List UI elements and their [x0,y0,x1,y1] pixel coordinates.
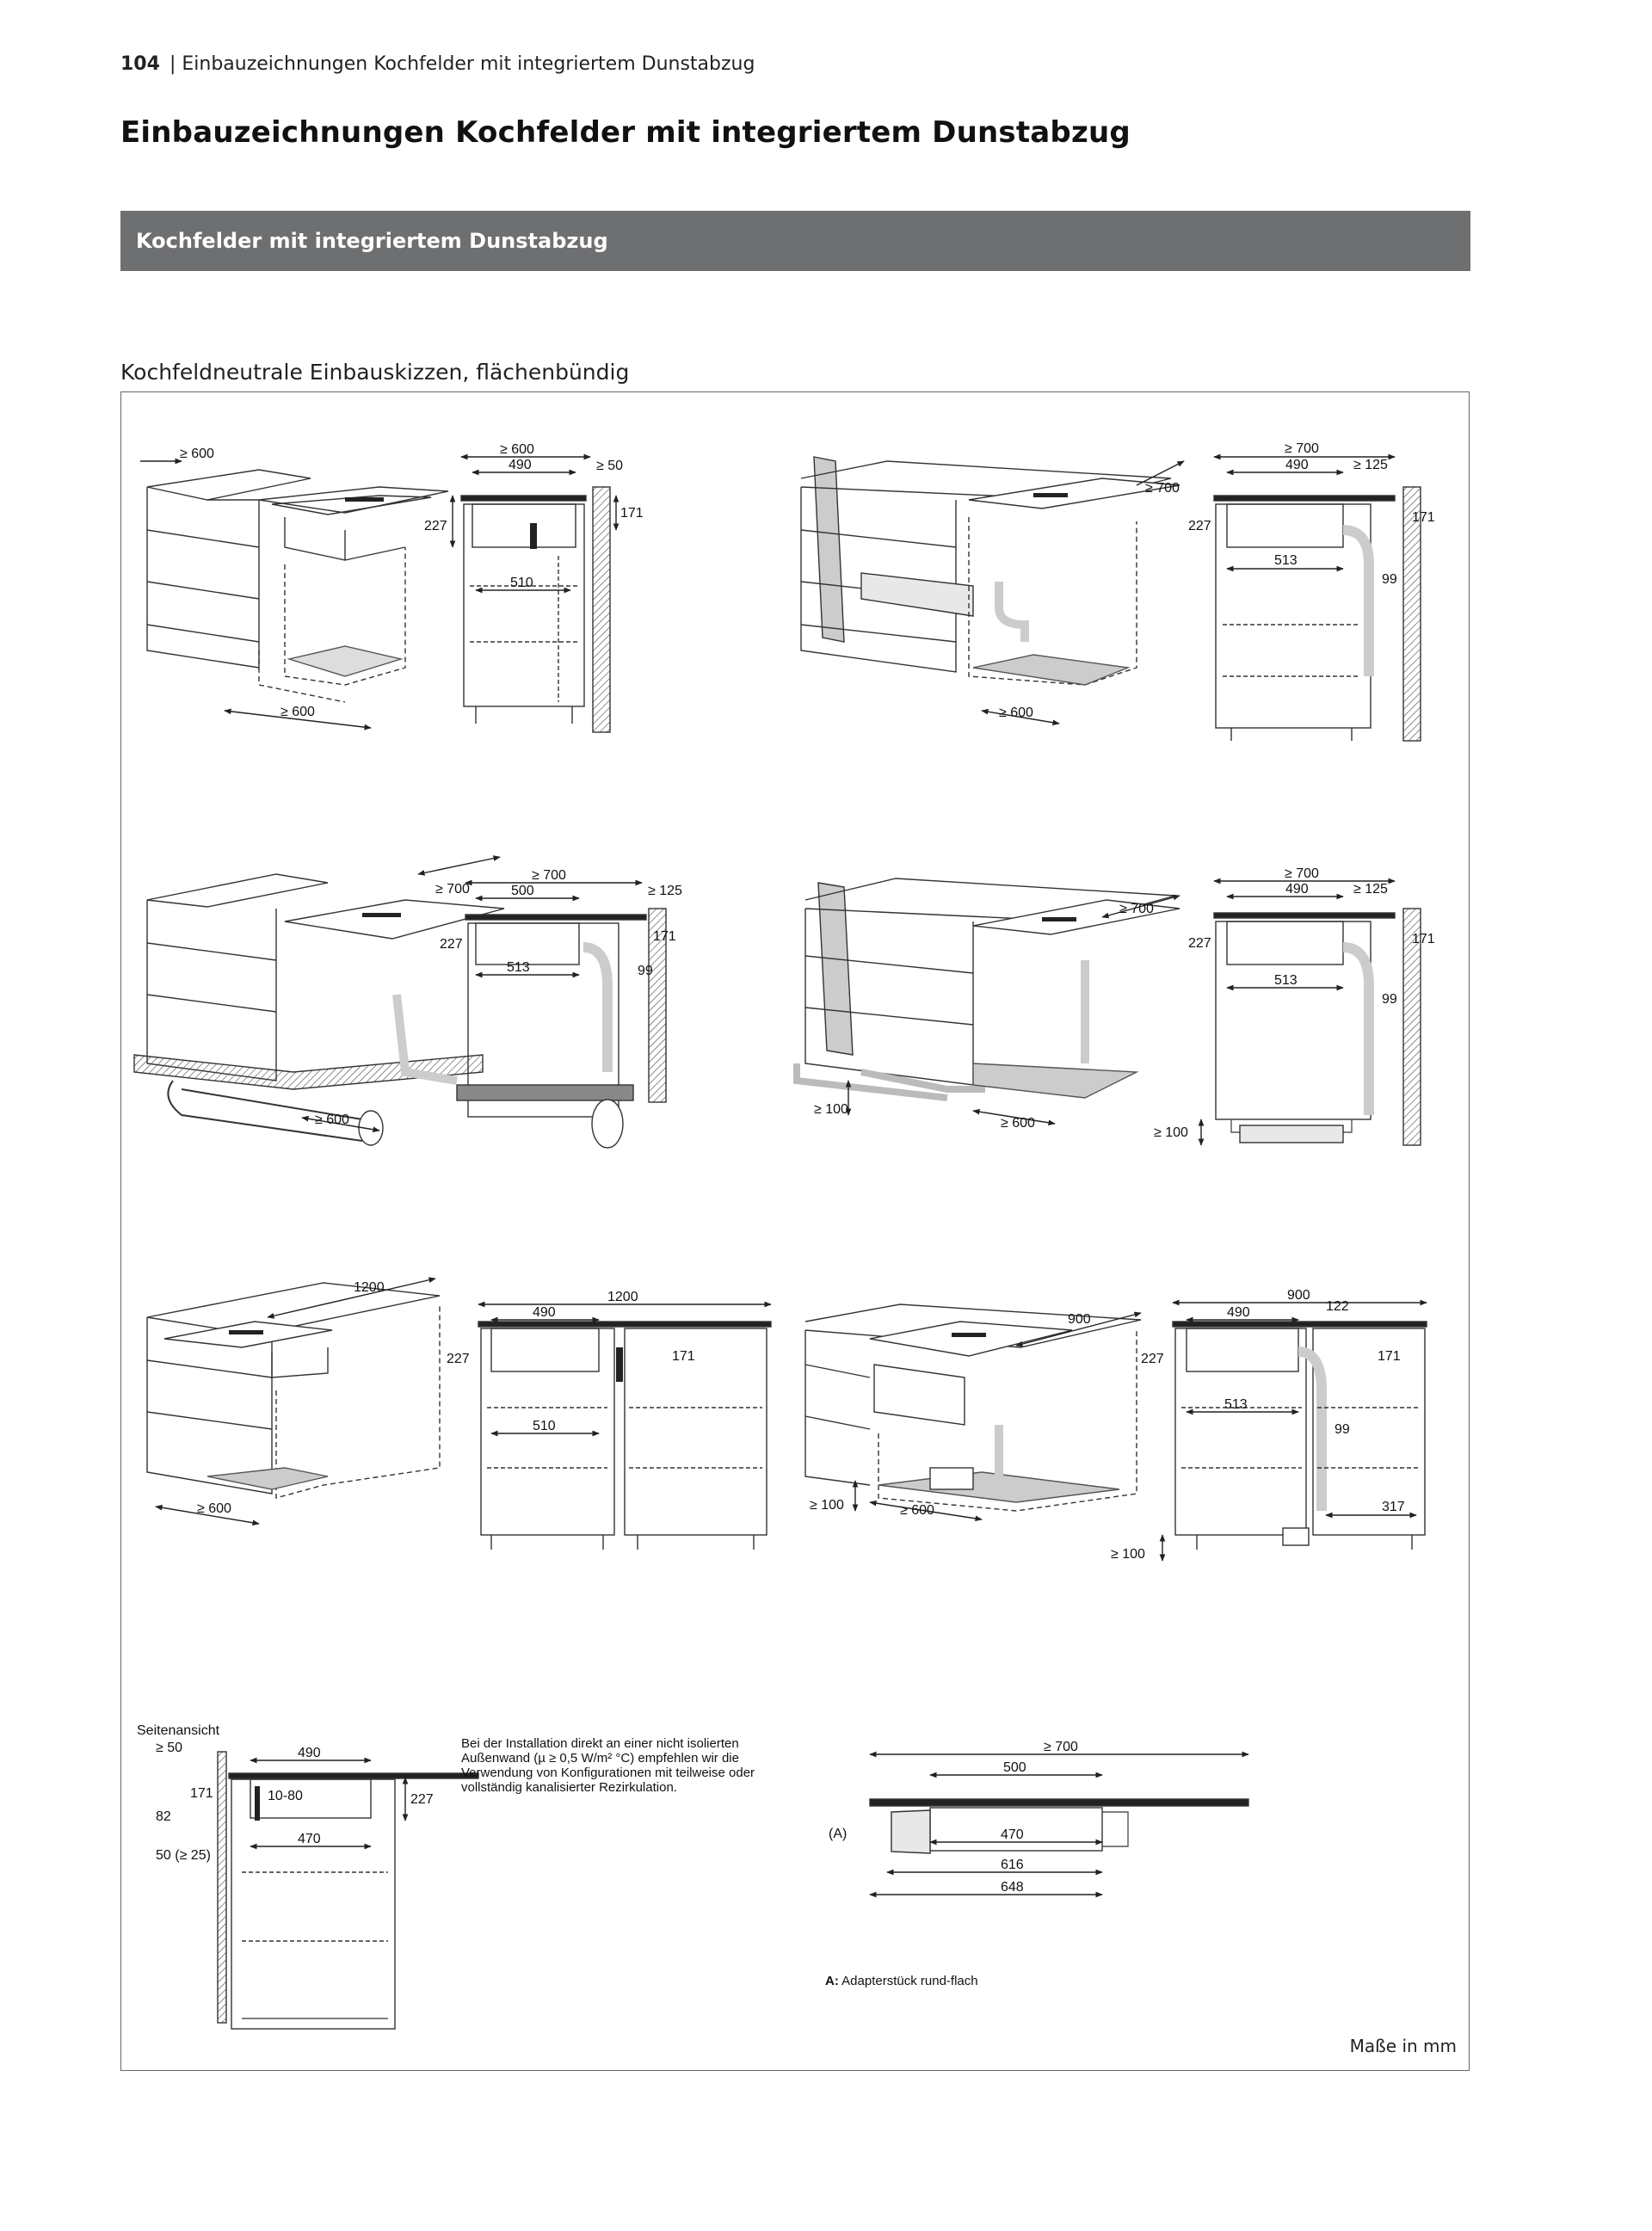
dim-label: 648 [1001,1880,1024,1895]
dim-label: 490 [1285,458,1309,472]
figure-caption: Kochfeldneutrale Einbauskizzen, flächenbündig [120,360,630,385]
dim-label: 500 [1003,1760,1026,1775]
dim-label: ≥ 600 [180,447,214,461]
dim-label: 227 [440,937,463,952]
drawing-iso-1 [147,470,448,702]
dim-label: 171 [1378,1349,1401,1364]
dim-label: 616 [1001,1858,1024,1872]
dim-label: 171 [1412,932,1435,946]
dim-label: ≥ 125 [1353,458,1388,472]
dim-label: 510 [510,576,533,590]
dim-label: 227 [410,1792,434,1807]
dim-label: ≥ 125 [1353,882,1388,897]
dim-label: 470 [1001,1827,1024,1842]
dim-label: ≥ 700 [532,868,566,883]
dim-label: 82 [156,1809,171,1824]
dim-label: ≥ 700 [1145,481,1180,496]
dim-label: ≥ 100 [814,1102,848,1117]
drawing-front-1 [461,487,610,732]
page-title: Einbauzeichnungen Kochfelder mit integriertem Dunstabzug [120,115,1131,150]
dim-label: 171 [1412,510,1435,525]
dim-label: 171 [653,929,676,944]
drawing-front-3 [457,909,666,1148]
dim-label: ≥ 100 [810,1498,844,1513]
section-label: Kochfelder mit integriertem Dunstabzug [136,229,608,253]
dim-label: 227 [1141,1352,1164,1366]
dim-label: 99 [1382,992,1397,1007]
dim-label: ≥ 600 [197,1501,231,1516]
dim-label: 227 [1188,519,1211,533]
dim-label: 900 [1068,1312,1091,1327]
dim-label: 490 [509,458,532,472]
drawing-iso-5 [147,1283,440,1498]
adapter-marker: (A) [829,1827,848,1841]
dim-label: 99 [1382,572,1397,587]
dim-label: 171 [620,506,644,521]
drawing-frame [120,391,1470,2071]
dim-label: 317 [1382,1500,1405,1514]
installation-note: Bei der Installation direkt an einer nicht isolierten Außenwand (µ ≥ 0,5 W/m² °C) empfehlen wir die Verwendung von Konfigurationen mit teilweise oder vollständig kanalisierter Rezirkulation. [461,1736,755,1795]
drawing-adapter [870,1799,1248,1853]
dim-label: ≥ 700 [435,882,470,897]
dim-label: ≥ 700 [1285,866,1319,881]
dim-label: ≥ 700 [1044,1740,1078,1754]
dim-label: ≥ 100 [1111,1547,1145,1562]
dim-label: 513 [507,960,530,975]
drawing-iso-3 [134,874,504,1145]
dim-label: 122 [1326,1299,1349,1314]
drawing-front-4 [1214,909,1421,1145]
dim-label: 1200 [607,1290,638,1304]
dim-label: 490 [1285,882,1309,897]
dim-label: ≥ 600 [315,1112,349,1127]
dim-label: 490 [1227,1305,1250,1320]
section-bar [120,211,1470,271]
drawing-iso-2 [801,457,1180,685]
dim-label: 227 [1188,936,1211,951]
drawing-side-view [218,1752,478,2029]
dim-label: 513 [1274,553,1298,568]
adapter-note-prefix: A: [825,1974,839,1988]
dim-label: 513 [1274,973,1298,988]
dim-label: ≥ 600 [280,705,315,719]
adapter-note [825,1974,1187,1988]
running-title: Einbauzeichnungen Kochfelder mit integriertem Dunstabzug [182,53,755,75]
dim-label: 510 [533,1419,556,1433]
dim-label: 500 [511,884,534,898]
dim-label: ≥ 600 [500,442,534,457]
adapter-note-text: Adapterstück rund-flach [841,1974,978,1988]
dim-label: 490 [298,1746,321,1760]
dim-label: ≥ 50 [596,459,624,473]
dim-label: 171 [672,1349,695,1364]
running-head [120,53,755,75]
dim-label: 1200 [354,1280,385,1295]
dim-label: 490 [533,1305,556,1320]
dim-label: 50 (≥ 25) [156,1848,211,1863]
side-view-label: Seitenansicht [137,1723,220,1738]
dim-label: ≥ 600 [1001,1116,1035,1131]
separator: | [169,53,176,75]
dim-label: ≥ 700 [1285,441,1319,456]
units-note: Maße in mm [1349,2036,1457,2056]
dim-label: 171 [190,1786,213,1801]
dim-label: ≥ 700 [1119,902,1154,916]
dim-label: 10-80 [268,1789,303,1803]
drawing-front-5 [478,1322,771,1550]
drawing-iso-6 [805,1304,1141,1511]
dim-label: 99 [1335,1422,1350,1437]
dim-label: ≥ 600 [999,706,1033,720]
drawing-front-2 [1214,487,1421,741]
dim-label: ≥ 100 [1154,1125,1188,1140]
dim-label: 227 [424,519,447,533]
dim-label: ≥ 50 [156,1741,183,1755]
dim-label: 513 [1224,1397,1248,1412]
dim-label: 900 [1287,1288,1310,1303]
page-number: 104 [120,53,160,75]
dim-label: 470 [298,1832,321,1846]
dim-label: 227 [447,1352,470,1366]
dim-label: 99 [638,964,653,978]
dim-label: ≥ 600 [900,1503,934,1518]
dim-label: ≥ 125 [648,884,682,898]
installation-drawings [121,392,1468,2069]
